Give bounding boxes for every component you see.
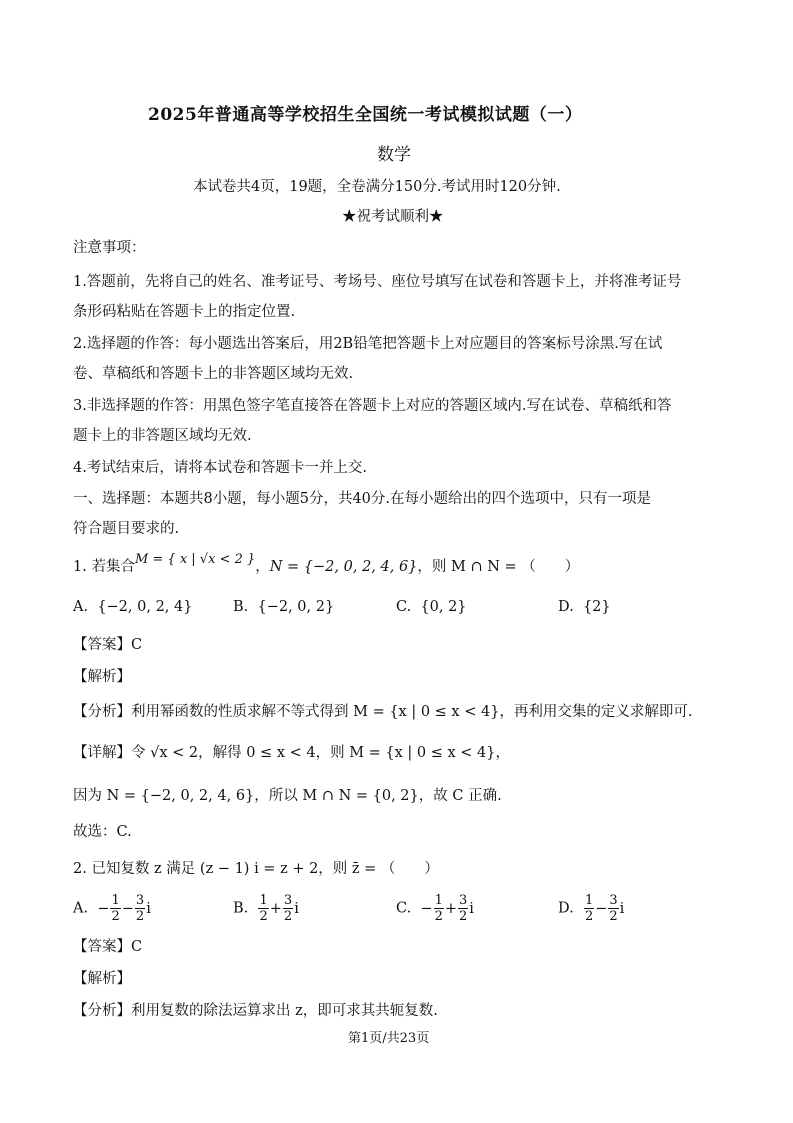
blessing-line: ★祝考试顺利★ (342, 209, 444, 225)
q1-option-a: A. {−2, 0, 2, 4} (73, 599, 193, 615)
q2-option-a: A. − $\frac{1}{2}$ − $\frac{3}{2}$ i (73, 893, 151, 924)
q1-option-d: D. {2} (558, 599, 611, 615)
q2-option-d-expr: $\frac{1}{2}$ − $\frac{3}{2}$ i (584, 893, 625, 924)
q2-option-b: B. $\frac{1}{2}$ + $\frac{3}{2}$ i (233, 893, 299, 924)
q1-conclusion: 故选：C. (73, 824, 132, 840)
q2-option-c: C. − $\frac{1}{2}$ + $\frac{3}{2}$ i (396, 893, 474, 924)
page-number: 第1页/共23页 (348, 1031, 430, 1046)
q1-option-c: C. {0, 2} (396, 599, 467, 615)
notice-item-3-line-2: 题卡上的非答题区域均无效. (73, 428, 252, 444)
q1-option-a-text: {−2, 0, 2, 4} (97, 599, 193, 615)
q1-set-n: N = {−2, 0, 2, 4, 6} (269, 559, 418, 575)
q1-option-d-text: {2} (582, 599, 611, 615)
q1-answer: 【答案】C (73, 637, 143, 653)
q1-xiangjie: 【详解】令 √x < 2，解得 0 ≤ x < 4，则 M = {x | 0 ≤ x < 4}， (73, 745, 511, 761)
notice-item-3-line-1: 3.非选择题的作答：用黑色签字笔直接答在答题卡上对应的答题区域内.写在试卷、草稿纸和答 (73, 398, 672, 414)
q1-option-c-text: {0, 2} (420, 599, 467, 615)
q2-option-b-expr: $\frac{1}{2}$ + $\frac{3}{2}$ i (259, 893, 299, 924)
notice-item-4: 4.考试结束后，请将本试卷和答题卡一并上交. (73, 460, 367, 476)
page-title: 2025年普通高等学校招生全国统一考试模拟试题（一） (148, 105, 583, 125)
q2-answer: 【答案】C (73, 939, 143, 955)
subject-title: 数学 (377, 145, 411, 165)
q2-option-c-expr: − $\frac{1}{2}$ + $\frac{3}{2}$ i (420, 893, 474, 924)
q1-because: 因为 N = {−2, 0, 2, 4, 6}，所以 M ∩ N = {0, 2}，故 C 正确. (73, 788, 502, 804)
q2-analysis-label: 【解析】 (73, 971, 131, 987)
q1-set-m: M = { x | √x < 2 } (134, 552, 256, 567)
q2-option-a-expr: − $\frac{1}{2}$ − $\frac{3}{2}$ i (97, 893, 151, 924)
notice-item-2-line-2: 卷、草稿纸和答题卡上的非答题区域均无效. (73, 366, 354, 382)
notice-heading: 注意事项： (73, 240, 146, 256)
q2-stem: 2. 已知复数 z 满足 (z − 1) i = z + 2，则 z̄ = （ ） (73, 861, 439, 877)
q1-option-b: B. {−2, 0, 2} (233, 599, 335, 615)
q1-stem (73, 552, 580, 575)
q1-analysis-label: 【解析】 (73, 669, 131, 685)
q1-fenxi: 【分析】利用幂函数的性质求解不等式得到 M = {x | 0 ≤ x < 4}，再利用交集的定义求解即可. (73, 704, 693, 720)
notice-item-2-line-1: 2.选择题的作答：每小题选出答案后，用2B铅笔把答题卡上对应题目的答案标号涂黑.写在试 (73, 336, 663, 352)
section-heading-line-1: 一、选择题：本题共8小题，每小题5分，共40分.在每小题给出的四个选项中，只有一项是 (73, 491, 652, 507)
exam-info: 本试卷共4页，19题，全卷满分150分.考试用时120分钟. (193, 179, 561, 195)
q1-comma: ， (255, 559, 270, 575)
notice-item-1-line-2: 条形码粘贴在答题卡上的指定位置. (73, 304, 296, 320)
q2-fenxi: 【分析】利用复数的除法运算求出 z，即可求其共轭复数. (73, 1003, 438, 1019)
q1-option-b-text: {−2, 0, 2} (257, 599, 335, 615)
q1-prefix: 1. 若集合 (73, 559, 135, 575)
q2-option-d: D. $\frac{1}{2}$ − $\frac{3}{2}$ i (558, 893, 625, 924)
q1-tail: ，则 M ∩ N = （ ） (417, 559, 580, 575)
section-heading-line-2: 符合题目要求的. (73, 521, 180, 537)
notice-item-1-line-1: 1.答题前，先将自己的姓名、准考证号、考场号、座位号填写在试卷和答题卡上，并将准考证号 (73, 274, 682, 290)
